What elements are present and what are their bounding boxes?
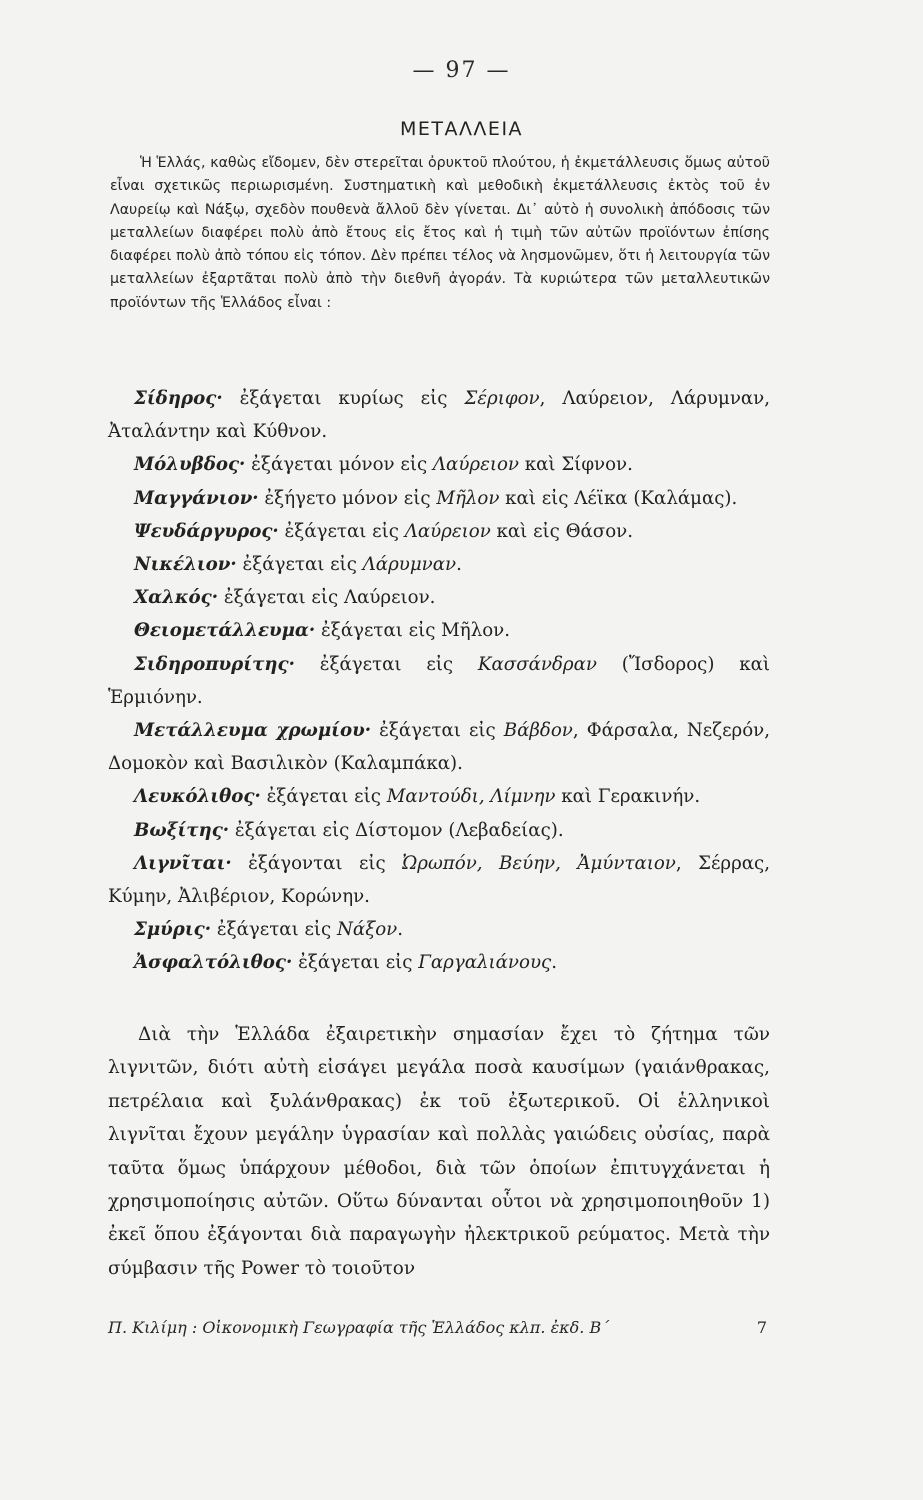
- list-item: Σιδηροπυρίτης· ἐξάγεται εἰς Κασσάνδραν (Ἴσδορος) καὶ Ἑρμιόνην.: [108, 653, 770, 708]
- list-item: Θειομετάλλευμα· ἐξάγεται εἰς Μῆλον.: [134, 620, 511, 642]
- signature-mark: 7: [756, 1318, 768, 1337]
- list-item: Σίδηρος· ἐξάγεται κυρίως εἰς Σέριφον, Λαύρειον, Λάρυμναν, Ἀταλάντην καὶ Κύθνον.: [108, 388, 770, 443]
- list-item: Μόλυβδος· ἐξάγεται μόνον εἰς Λαύρειον καὶ Σίφνον.: [134, 454, 633, 476]
- minerals-list: [108, 382, 770, 980]
- mineral-name: Θειομετάλλευμα·: [134, 620, 316, 642]
- footer: [108, 1318, 768, 1337]
- mineral-name: Μόλυβδος·: [134, 454, 246, 476]
- list-item: Μαγγάνιον· ἐξήγετο μόνον εἰς Μῆλον καὶ εἰς Λέϊκα (Καλάμας).: [134, 487, 738, 509]
- mineral-name: Μετάλλευμα χρωμίου·: [134, 720, 372, 742]
- list-item: Ἀσφαλτόλιθος· ἐξάγεται εἰς Γαργαλιάνους.: [134, 952, 557, 974]
- list-item: Λευκόλιθος· ἐξάγεται εἰς Μαντούδι, Λίμνην καὶ Γερακινήν.: [134, 786, 701, 808]
- lignite-paragraph: Διὰ τὴν Ἑλλάδα ἐξαιρετικὴν σημασίαν ἔχει τὸ ζήτημα τῶν λιγνιτῶν, διότι αὐτὴ εἰσάγει μεγάλα ποσὰ καυσίμων (γαιάνθρακας, πετρέλαια καὶ ξυλάνθρακας) ἐκ τοῦ ἐξωτερικοῦ. Οἱ ἑλληνικοὶ λιγνῖται ἔχουν μεγάλην ὑγρασίαν καὶ πολλὰς γαιώδεις οὐσίας, παρὰ ταῦτα ὅμως ὑπάρχουν μέθοδοι, διὰ τῶν ὁποίων ἐπιτυγχάνεται ἡ χρησιμοποίησις αὐτῶν. Οὕτω δύνανται οὗτοι νὰ χρησιμοποιηθοῦν 1) ἐκεῖ ὅπου ἐξάγονται διὰ παραγωγὴν ἠλεκτρικοῦ ρεύματος. Μετὰ τὴν σύμβασιν τῆς Power τὸ τοιοῦτον: [108, 1024, 770, 1279]
- mineral-name: Ἀσφαλτόλιθος·: [134, 952, 293, 974]
- mineral-name: Σιδηροπυρίτης·: [134, 653, 295, 675]
- list-item: Βωξίτης· ἐξάγεται εἰς Δίστομον (Λεβαδείας).: [134, 819, 564, 841]
- mineral-name: Σμύρις·: [134, 919, 212, 941]
- list-item: Ψευδάργυρος· ἐξάγεται εἰς Λαύρειον καὶ εἰς Θάσον.: [134, 520, 634, 542]
- mineral-name: Βωξίτης·: [134, 819, 230, 841]
- chapter-title: ΜΕΤΑΛΛΕΙΑ: [399, 118, 524, 140]
- mineral-name: Ψευδάργυρος·: [134, 520, 279, 542]
- list-item: Νικέλιον· ἐξάγεται εἰς Λάρυμναν.: [134, 554, 462, 576]
- page-number: — 97 —: [412, 58, 511, 83]
- mineral-name: Χαλκός·: [134, 587, 219, 609]
- mineral-name: Λευκόλιθος·: [134, 786, 261, 808]
- list-item: Σμύρις· ἐξάγεται εἰς Νάξον.: [134, 919, 404, 941]
- list-item: Χαλκός· ἐξάγεται εἰς Λαύρειον.: [134, 587, 436, 609]
- intro-paragraph: Ἡ Ἑλλάς, καθὼς εἴδομεν, δὲν στερεῖται ὀρυκτοῦ πλούτου, ἡ ἐκμετάλλευσις ὅμως αὐτοῦ εἶναι σχετικῶς περιωρισμένη. Συστηματικὴ καὶ μεθοδικὴ ἐκμετάλλευσις ἐκτὸς τοῦ ἐν Λαυρείῳ καὶ Νάξῳ, σχεδὸν πουθενὰ ἄλλοῦ δὲν γίνεται. Δι᾽ αὐτὸ ἡ συνολικὴ ἀπόδοσις τῶν μεταλλείων διαφέρει πολὺ ἀπὸ ἔτους εἰς ἔτος καὶ ἡ τιμὴ τῶν αὐτῶν προϊόντων ἐπίσης διαφέρει πολὺ ἀπὸ τόπου εἰς τόπον. Δὲν πρέπει τέλος νὰ λησμονῶμεν, ὅτι ἡ λειτουργία τῶν μεταλλείων ἐξαρτᾶται πολὺ ἀπὸ τὴν διεθνῆ ἀγοράν. Τὰ κυριώτερα τῶν μεταλλευτικῶν προϊόντων τῆς Ἑλλάδος εἶναι :: [110, 155, 770, 311]
- mineral-name: Σίδηρος·: [134, 388, 223, 409]
- footer-citation: Π. Κιλίμη : Οἰκονομικὴ Γεωγραφία τῆς Ἑλλάδος κλπ. ἐκδ. Β´: [108, 1318, 610, 1337]
- list-item: Μετάλλευμα χρωμίου· ἐξάγεται εἰς Βάβδον, Φάρσαλα, Νεζερόν, Δομοκὸν καὶ Βασιλικὸν (Καλαμπάκα).: [108, 720, 770, 775]
- list-item: Λιγνῖται· ἐξάγονται εἰς Ὠρωπόν, Βεύην, Ἀμύνταιον, Σέρρας, Κύμην, Ἀλιβέριον, Κορώνην.: [108, 852, 771, 908]
- mineral-name: Λιγνῖται·: [134, 852, 232, 874]
- mineral-name: Μαγγάνιον·: [134, 487, 259, 509]
- mineral-name: Νικέλιον·: [134, 554, 237, 576]
